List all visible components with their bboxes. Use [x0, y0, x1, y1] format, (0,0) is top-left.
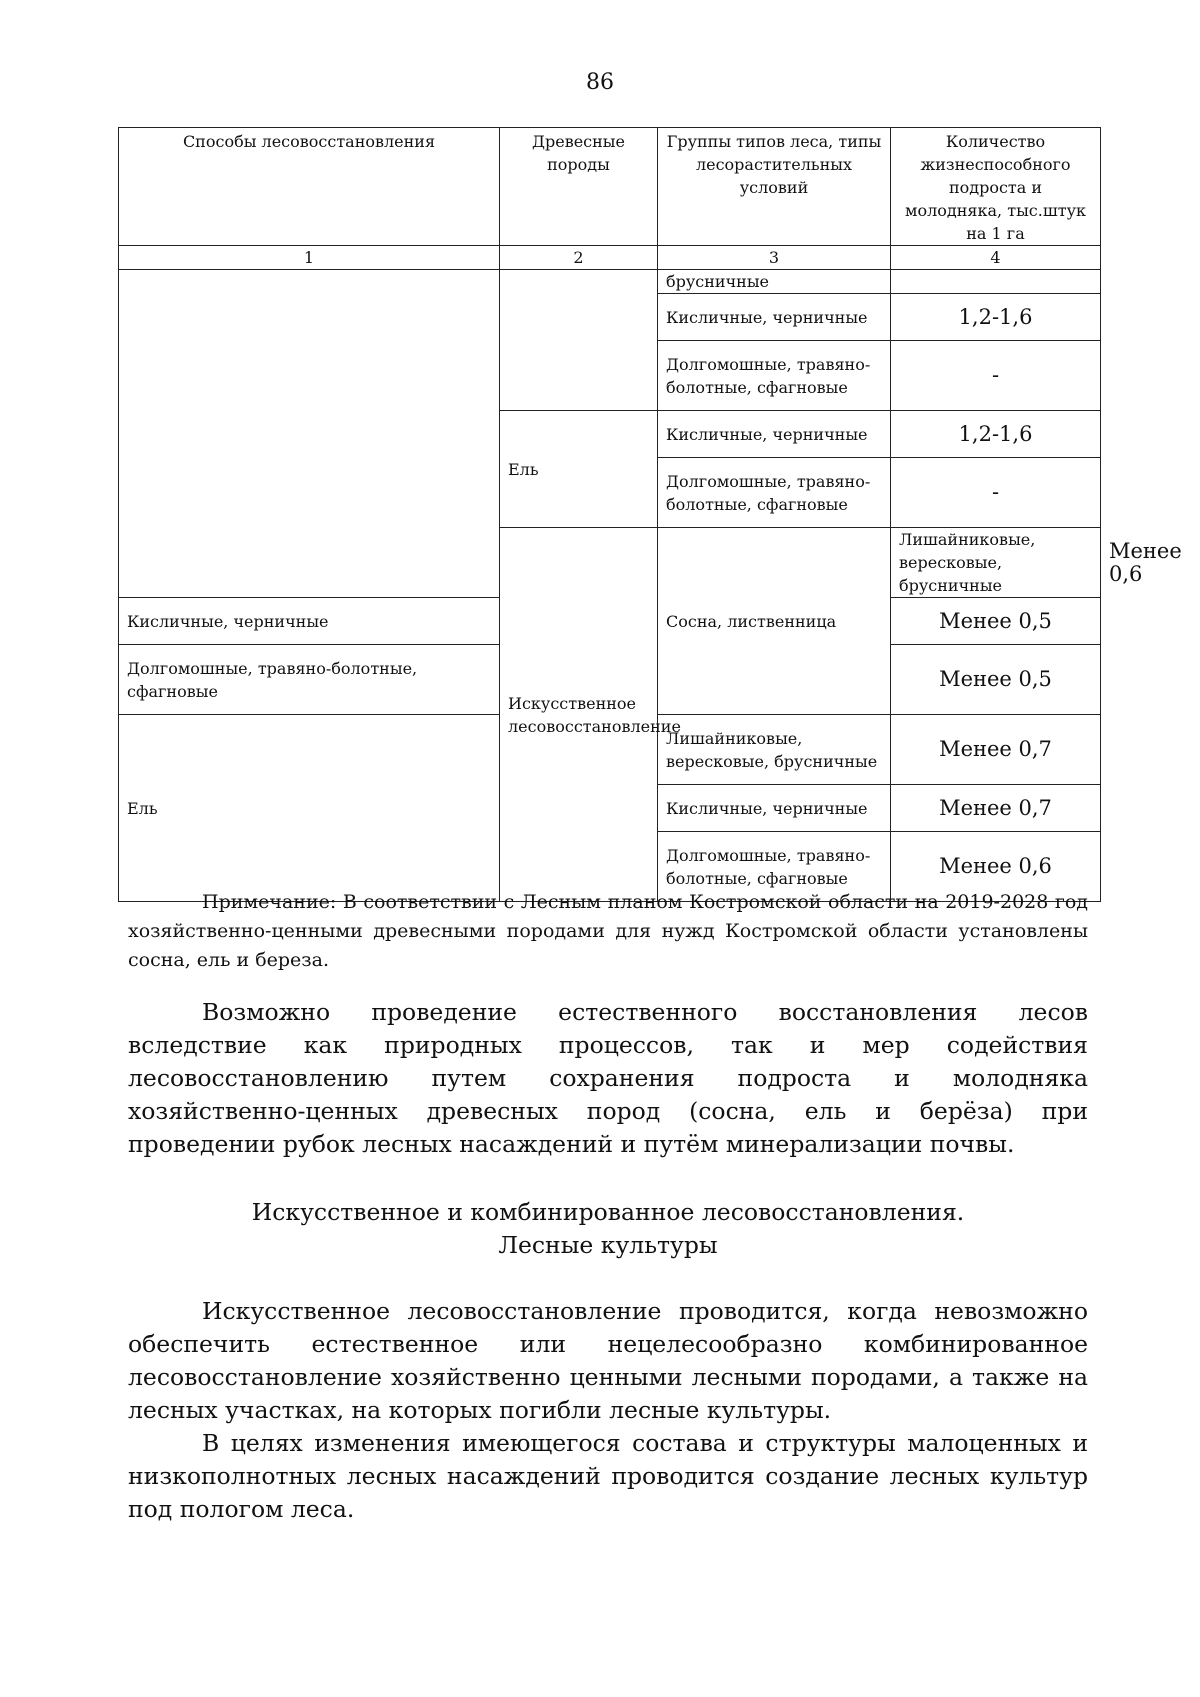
table-row: [119, 270, 1101, 294]
reforestation-table: [118, 127, 1182, 902]
column-number: 3: [658, 246, 891, 270]
species-cell-continued: [500, 270, 658, 411]
quantity-cell: Менее 0,7: [891, 785, 1101, 832]
column-number: 1: [119, 246, 500, 270]
table-row: Искусственное лесовосстановление Сосна, лиственница Лишайниковые, вересковые, брусничные Менее 0,6: [119, 528, 1101, 598]
forest-type-cell: Кисличные, черничные: [658, 294, 891, 341]
forest-type-cell: Лишайниковые, вересковые, брусничные: [658, 715, 891, 785]
table-note: [128, 888, 1088, 975]
forest-type-cell: брусничные: [658, 270, 891, 294]
method-cell: Искусственное лесовосстановление: [500, 528, 658, 902]
forest-type-cell: Долгомошные, травяно-болотные, сфагновые: [119, 645, 500, 715]
quantity-cell: 1,2-1,6: [891, 294, 1101, 341]
column-number: 4: [891, 246, 1101, 270]
forest-type-cell: Кисличные, черничные: [658, 785, 891, 832]
paragraph-forest-cultures: В целях изменения имеющегося состава и структуры малоценных и низкополнотных лесных насаждений проводится создание лесных культур под пологом леса.: [128, 1429, 1088, 1523]
species-cell: Сосна, лиственница: [658, 528, 891, 715]
table-note-text: Примечание: В соответствии с Лесным планом Костромской области на 2019-2028 год хозяйственно-ценными древесными породами для нужд Костромской области установлены сосна, ель и береза.: [128, 891, 1088, 971]
forest-type-cell: Кисличные, черничные: [119, 598, 500, 645]
quantity-cell: -: [891, 458, 1101, 528]
table-header: [119, 128, 1101, 270]
quantity-cell: Менее 0,5: [891, 645, 1101, 715]
species-cell: Ель: [119, 715, 500, 902]
quantity-cell: -: [891, 341, 1101, 411]
paragraph-natural-restoration: Возможно проведение естественного восстановления лесов вследствие как природных процессов, так и мер содействия лесовосстановлению путем сохранения подроста и молодняка хозяйственно-ценных древесных пород (сосна, ель и берёза) при проведении рубок лесных насаждений и путём минерализации почвы.: [128, 998, 1088, 1158]
column-number: 2: [500, 246, 658, 270]
header-method: Способы лесовосстановления: [119, 128, 500, 246]
header-quantity: Количество жизнеспособного подроста и молодняка, тыс.штук на 1 га: [891, 128, 1101, 246]
forest-type-cell: Долгомошные, травяно-болотные, сфагновые: [658, 832, 891, 902]
paragraph-artificial-restoration: Искусственное лесовосстановление проводится, когда невозможно обеспечить естественное или нецелесообразно комбинированное лесовосстановление хозяйственно ценными лесными породами, а также на лесных участках, на которых погибли лесные культуры.: [128, 1297, 1088, 1424]
method-cell-continued: [119, 270, 500, 598]
header-species: Древесные породы: [500, 128, 658, 246]
quantity-cell: [891, 270, 1101, 294]
section-heading: [128, 1196, 1088, 1262]
section-heading-line-2: Лесные культуры: [498, 1231, 718, 1259]
header-forest-type: Группы типов леса, типы лесорастительных условий: [658, 128, 891, 246]
forest-type-cell: Кисличные, черничные: [658, 411, 891, 458]
quantity-cell: Менее 0,5: [891, 598, 1101, 645]
quantity-cell: 1,2-1,6: [891, 411, 1101, 458]
forest-type-cell: Лишайниковые, вересковые, брусничные: [891, 528, 1101, 598]
quantity-cell: Менее 0,7: [891, 715, 1101, 785]
species-cell: Ель: [500, 411, 658, 528]
column-numbers-row: [119, 246, 1101, 270]
quantity-cell: Менее 0,6: [891, 832, 1101, 902]
section-heading-line-1: Искусственное и комбинированное лесовосстановления.: [251, 1198, 965, 1226]
forest-type-cell: Долгомошные, травяно-болотные, сфагновые: [658, 341, 891, 411]
page-number: 86: [586, 70, 614, 95]
forest-type-cell: Долгомошные, травяно-болотные, сфагновые: [658, 458, 891, 528]
